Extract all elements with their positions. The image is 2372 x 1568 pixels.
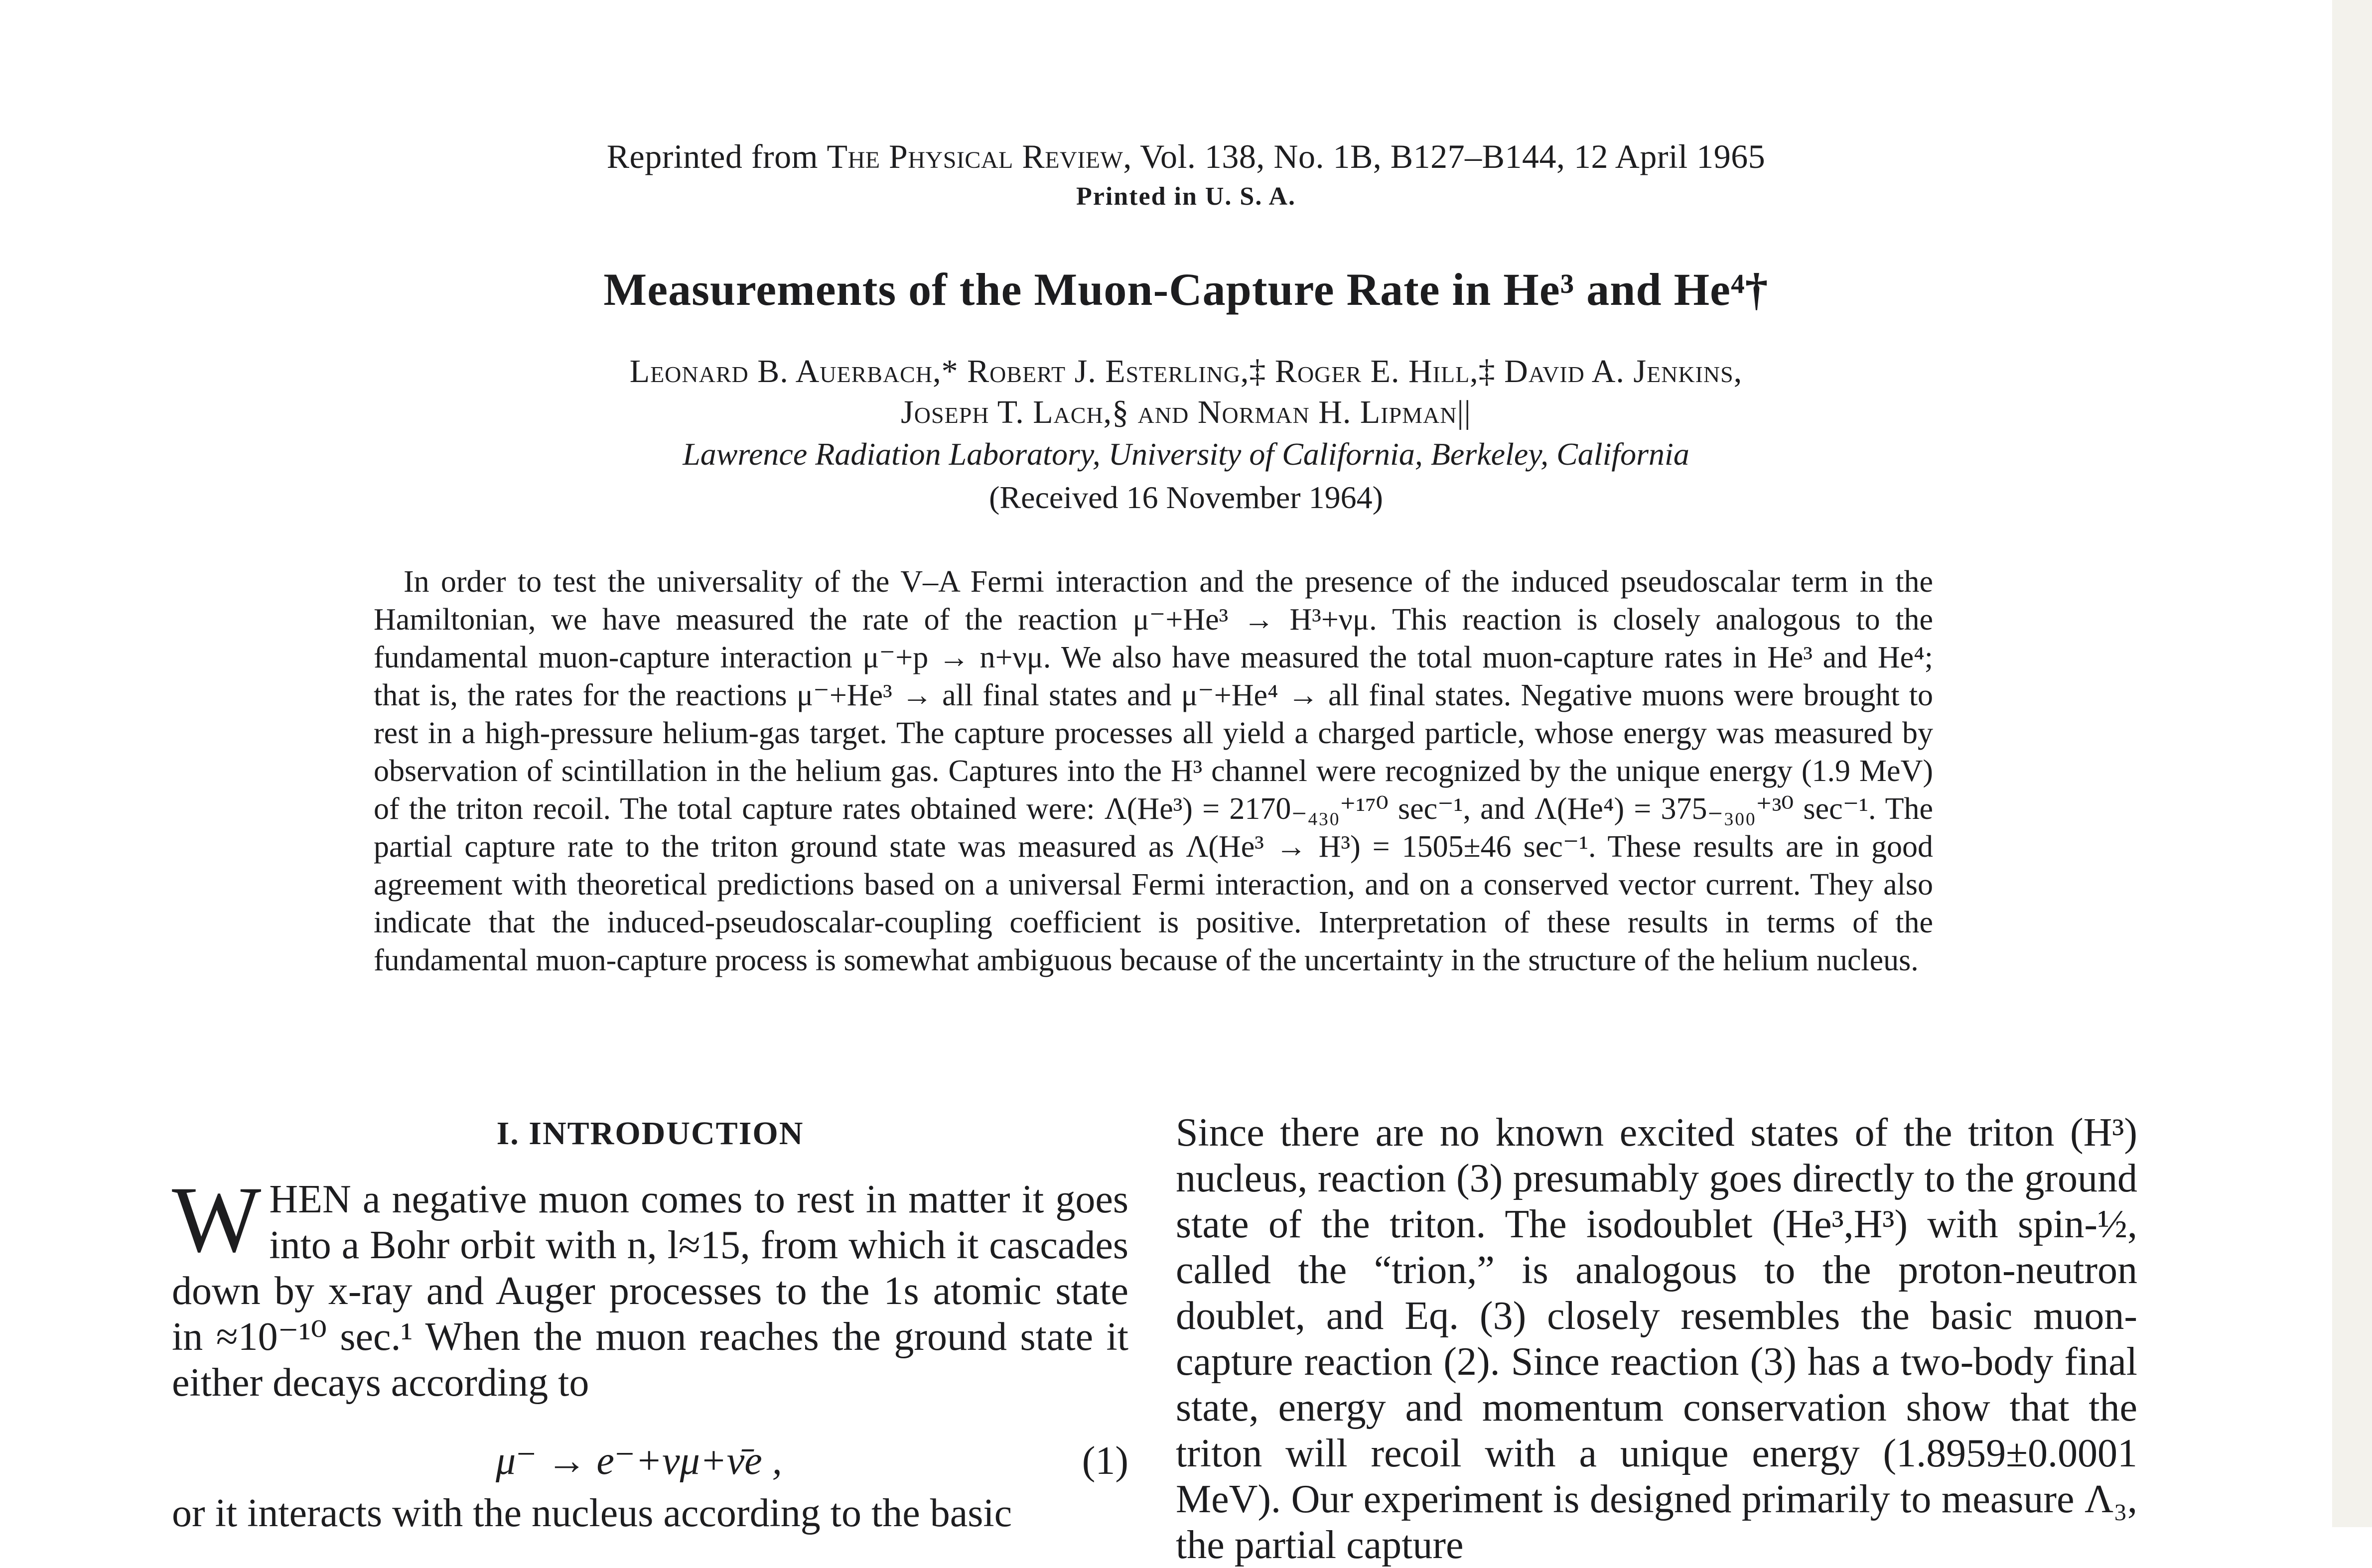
page-edge: [2332, 0, 2372, 1527]
right-column-text: Since there are no known excited states of the triton (H³) nucleus, reaction (3) presumably goes directly to the ground state of the triton. The isodoublet (He³,H³) with spin-½, called the “trion,” is analogous to the proton-neutron doublet, and Eq. (3) closely resembles the basic muon-capture reaction (2). Since reaction (3) has a two-body final state, energy and momentum conservation show that the triton will recoil with a unique energy (1.8959±0.0001 MeV). Our experiment is designed primarily to measure Λ₃, the partial capture: [1176, 1111, 2137, 1567]
author-line-1: Leonard B. Auerbach,* Robert J. Esterling,‡ Roger E. Hill,‡ David A. Jenkins,: [629, 353, 1743, 390]
journal-name: The Physical Review: [827, 137, 1123, 175]
affiliation: Lawrence Radiation Laboratory, University of California, Berkeley, California: [683, 436, 1689, 472]
author-line-2: Joseph T. Lach,§ and Norman H. Lipman||: [901, 394, 1471, 430]
author-list: [0, 351, 2372, 433]
equation-body: μ⁻ → e⁻+νμ+ν̄e ,: [496, 1439, 782, 1483]
intro-text: HEN a negative muon comes to rest in matter it goes into a Bohr orbit with n, l≈15, from which it cascades down by x-ray and Auger processes to the 1s atomic state in ≈10⁻¹⁰ sec.¹ When the muon reaches the ground state it either decays according to: [172, 1177, 1128, 1405]
paper-title: Measurements of the Muon-Capture Rate in He³ and He⁴†: [603, 264, 1769, 315]
reprint-line: [0, 137, 2372, 176]
drop-cap: W: [172, 1168, 262, 1272]
reprint-suffix: , Vol. 138, No. 1B, B127–B144, 12 April 1965: [1123, 137, 1766, 175]
equation-1: [172, 1426, 1128, 1490]
reprint-prefix: Reprinted from: [606, 137, 827, 175]
right-column: [1176, 1110, 2137, 1568]
abstract: [374, 563, 1933, 979]
post-equation-text: or it interacts with the nucleus according to the basic: [172, 1491, 1012, 1535]
equation-number: (1): [1082, 1439, 1128, 1483]
received-date: (Received 16 November 1964): [989, 480, 1383, 515]
section-heading: I. INTRODUCTION: [496, 1115, 804, 1152]
printed-in: Printed in U. S. A.: [1076, 182, 1296, 211]
abstract-text: In order to test the universality of the V–A Fermi interaction and the presence of the induced pseudoscalar term in the Hamiltonian, we have measured the rate of the reaction μ⁻+He³ → H³+νμ. This reaction is closely analogous to the fundamental muon-capture interaction μ⁻+p → n+νμ. We also have measured the total muon-capture rates in He³ and He⁴; that is, the rates for the reactions μ⁻+He³ → all final states and μ⁻+He⁴ → all final states. Negative muons were brought to rest in a high-pressure helium-gas target. The capture processes all yield a charged particle, whose energy was measured by observation of scintillation in the helium gas. Captures into the H³ channel were recognized by the unique energy (1.9 MeV) of the triton recoil. The total capture rates obtained were: Λ(He³) = 2170₋₄₃₀⁺¹⁷⁰ sec⁻¹, and Λ(He⁴) = 375₋₃₀₀⁺³⁰ sec⁻¹. The partial capture rate to the triton ground state was measured as Λ(He³ → H³) = 1505±46 sec⁻¹. These results are in good agreement with theoretical predictions based on a universal Fermi interaction, and on a conserved vector current. They also indicate that the induced-pseudoscalar-coupling coefficient is positive. Interpretation of these results in terms of the fundamental muon-capture process is somewhat ambiguous because of the uncertainty in the structure of the helium nucleus.: [374, 565, 1933, 977]
left-column: [172, 1111, 1128, 1536]
intro-paragraph: [172, 1168, 1128, 1406]
